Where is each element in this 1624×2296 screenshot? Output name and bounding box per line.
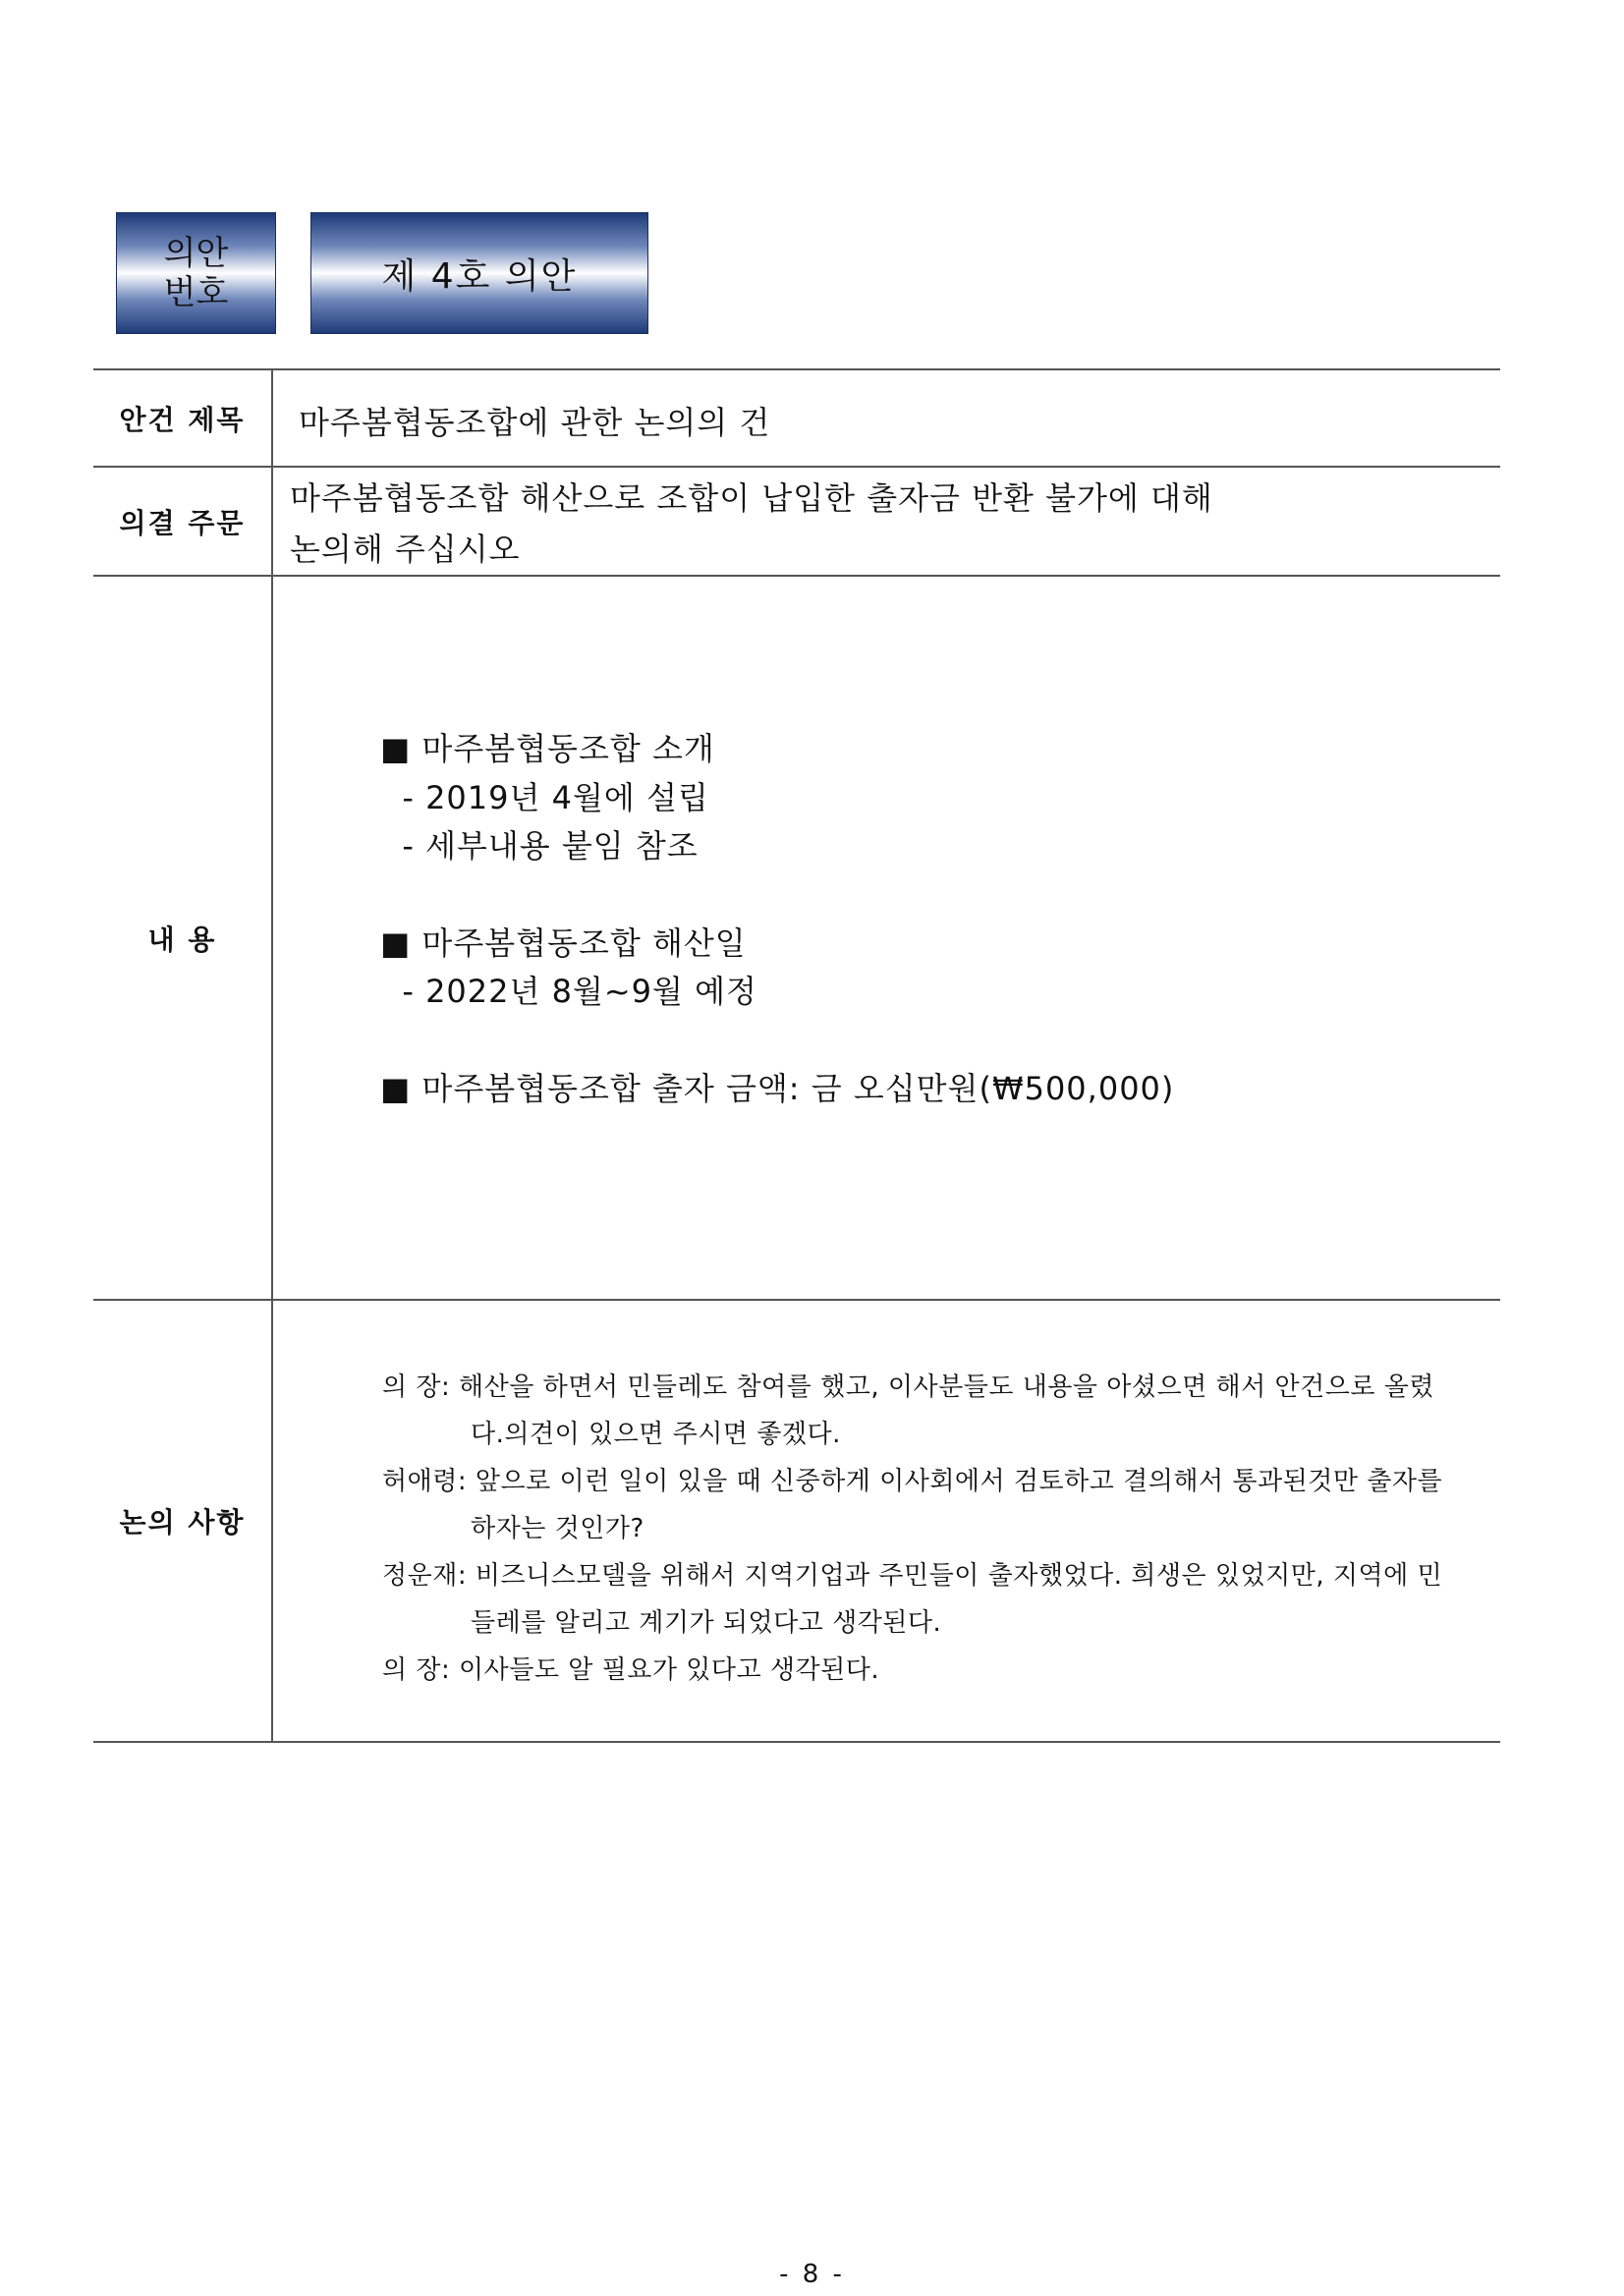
resolution-line: 논의해 주십시오 bbox=[290, 531, 521, 568]
resolution-cell bbox=[275, 468, 1500, 575]
resolution-line: 마주봄협동조합 해산으로 조합이 납입한 출자금 반환 불가에 대해 bbox=[290, 479, 1213, 517]
discussion-line: 의 장: 이사들도 알 필요가 있다고 생각된다. bbox=[382, 1655, 880, 1685]
discussion-row bbox=[93, 1299, 1500, 1743]
agenda-number-title: 제 4호 의안 bbox=[310, 212, 648, 334]
content-line: ■ 마주봄협동조합 출자 금액: 금 오십만원(₩500,000) bbox=[380, 1070, 1175, 1107]
resolution-label: 의결 주문 bbox=[93, 468, 273, 575]
discussion-line: 허애령: 앞으로 이런 일이 있을 때 신중하게 이사회에서 검토하고 결의해서 통과된것만 출자를 bbox=[382, 1467, 1443, 1496]
content-line: - 2022년 8월~9월 예정 bbox=[380, 973, 757, 1010]
agenda-number-header bbox=[116, 212, 648, 334]
subject-label: 안건 제목 bbox=[93, 370, 273, 466]
discussion-label: 논의 사항 bbox=[93, 1301, 273, 1741]
agenda-number-label-line2: 번호 bbox=[163, 273, 229, 312]
agenda-number-label-line1: 의안 bbox=[163, 234, 229, 273]
page-number: - 8 - bbox=[779, 2260, 845, 2289]
content-cell bbox=[275, 577, 1500, 1299]
discussion-line: 의 장: 해산을 하면서 민들레도 참여를 했고, 이사분들도 내용을 아셨으면 해서 안건으로 올렸 bbox=[382, 1372, 1434, 1402]
discussion-cell bbox=[275, 1301, 1500, 1741]
discussion-line: 하자는 것인가? bbox=[471, 1514, 644, 1543]
content-line: - 2019년 4월에 설립 bbox=[380, 779, 709, 816]
subject-row bbox=[93, 368, 1500, 466]
content-row bbox=[93, 575, 1500, 1299]
content-line: ■ 마주봄협동조합 소개 bbox=[380, 730, 715, 767]
discussion-line: 정운재: 비즈니스모델을 위해서 지역기업과 주민들이 출자했었다. 희생은 있었지만, 지역에 민 bbox=[382, 1561, 1443, 1591]
subject-text: 마주봄협동조합에 관한 논의의 건 bbox=[299, 404, 771, 441]
content-line: - 세부내용 붙임 참조 bbox=[380, 827, 699, 865]
content-label: 내 용 bbox=[93, 577, 273, 1299]
discussion-line: 다.의견이 있으면 주시면 좋겠다. bbox=[471, 1420, 841, 1449]
subject-cell bbox=[275, 370, 1500, 466]
agenda-number-label-box bbox=[116, 212, 276, 334]
resolution-row bbox=[93, 466, 1500, 575]
header-divider bbox=[276, 212, 310, 334]
discussion-line: 들레를 알리고 계기가 되었다고 생각된다. bbox=[471, 1608, 942, 1638]
content-line: ■ 마주봄협동조합 해산일 bbox=[380, 924, 747, 962]
